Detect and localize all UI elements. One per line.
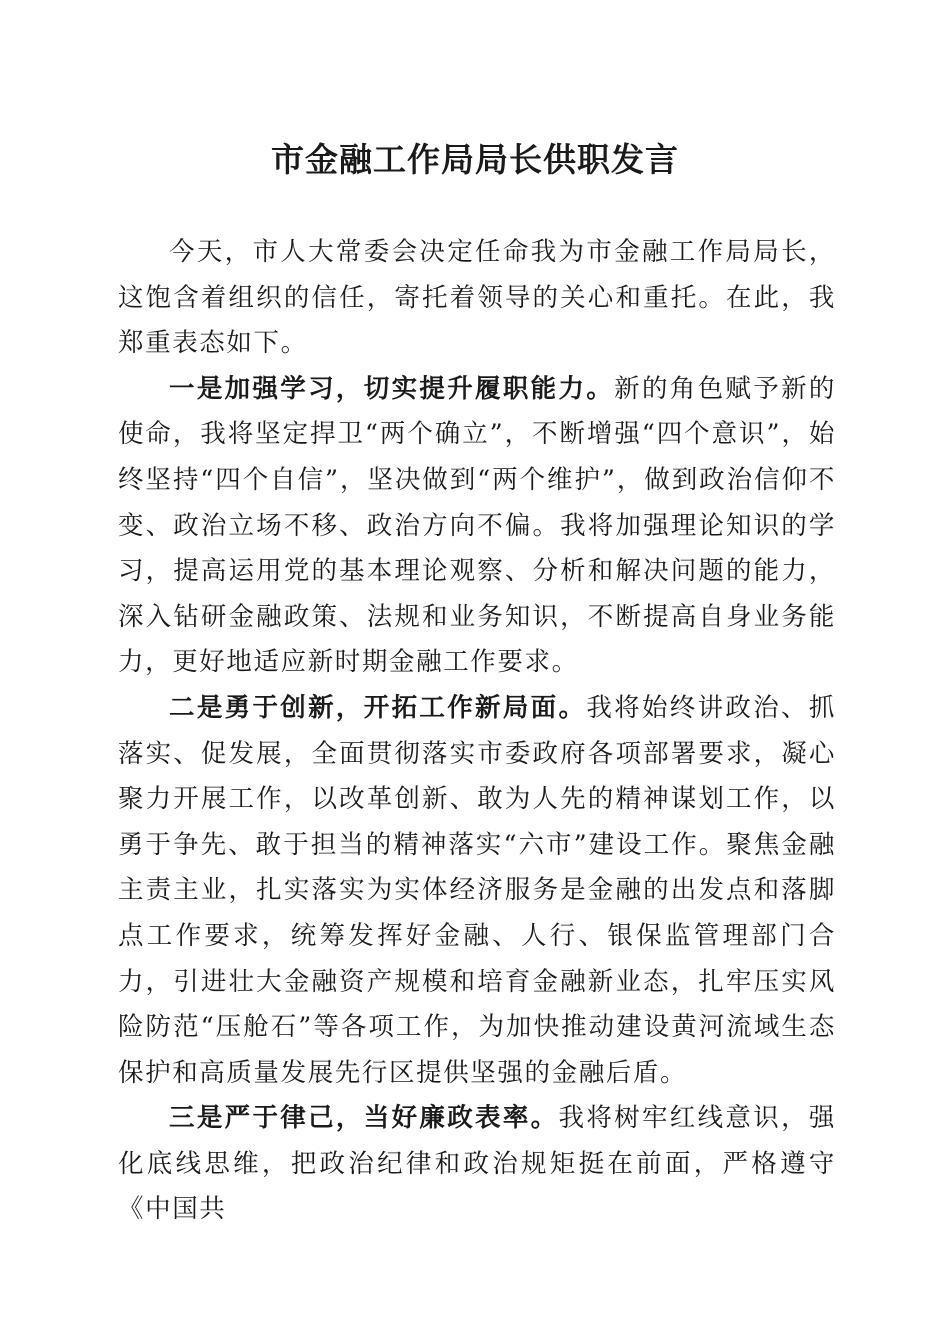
paragraph-intro (118, 230, 836, 367)
paragraph-text: 今天，市人大常委会决定任命我为市金融工作局局长，这饱含着组织的信任，寄托着领导的关心和重托。在此，我郑重表态如下。 (118, 237, 836, 359)
document-title: 市金融工作局局长供职发言 (271, 140, 679, 179)
paragraph-text: 我将始终讲政治、抓落实、促发展，全面贯彻落实市委政府各项部署要求，凝心聚力开展工作，以改革创新、敢为人先的精神谋划工作，以勇于争先、敢于担当的精神落实“六市”建设工作。聚焦金融主责主业，扎实落实为实体经济服务是金融的出发点和落脚点工作要求，统筹发挥好金融、人行、银保监管理部门合力，引进壮大金融资产规模和培育金融新业态，扎牢压实风险防范“压舱石”等各项工作，为加快推动建设黄河流域生态保护和高质量发展先行区提供坚强的金融后盾。 (118, 692, 836, 1088)
paragraph-point-one (118, 367, 836, 686)
paragraph-lead: 二是勇于创新，开拓工作新局面。 (169, 692, 587, 723)
paragraph-lead: 一是加强学习，切实提升履职能力。 (169, 373, 615, 404)
paragraph-text: 我将树牢红线意识，强化底线思维，把政治纪律和政治规矩挺在前面，严格遵守《中国共 (118, 1103, 836, 1225)
paragraph-text: 新的角色赋予新的使命，我将坚定捍卫“两个确立”，不断增强“四个意识”，始终坚持“四个自信”，坚决做到“两个维护”，做到政治信仰不变、政治立场不移、政治方向不偏。我将加强理论知识的学习，提高运用党的基本理论观察、分析和解决问题的能力，深入钻研金融政策、法规和业务知识，不断提高自身业务能力，更好地适应新时期金融工作要求。 (118, 373, 836, 678)
paragraph-point-two (118, 686, 836, 1096)
paragraph-point-three (118, 1096, 836, 1233)
document-body (118, 230, 836, 1233)
paragraph-lead: 三是严于律己，当好廉政表率。 (169, 1103, 559, 1134)
